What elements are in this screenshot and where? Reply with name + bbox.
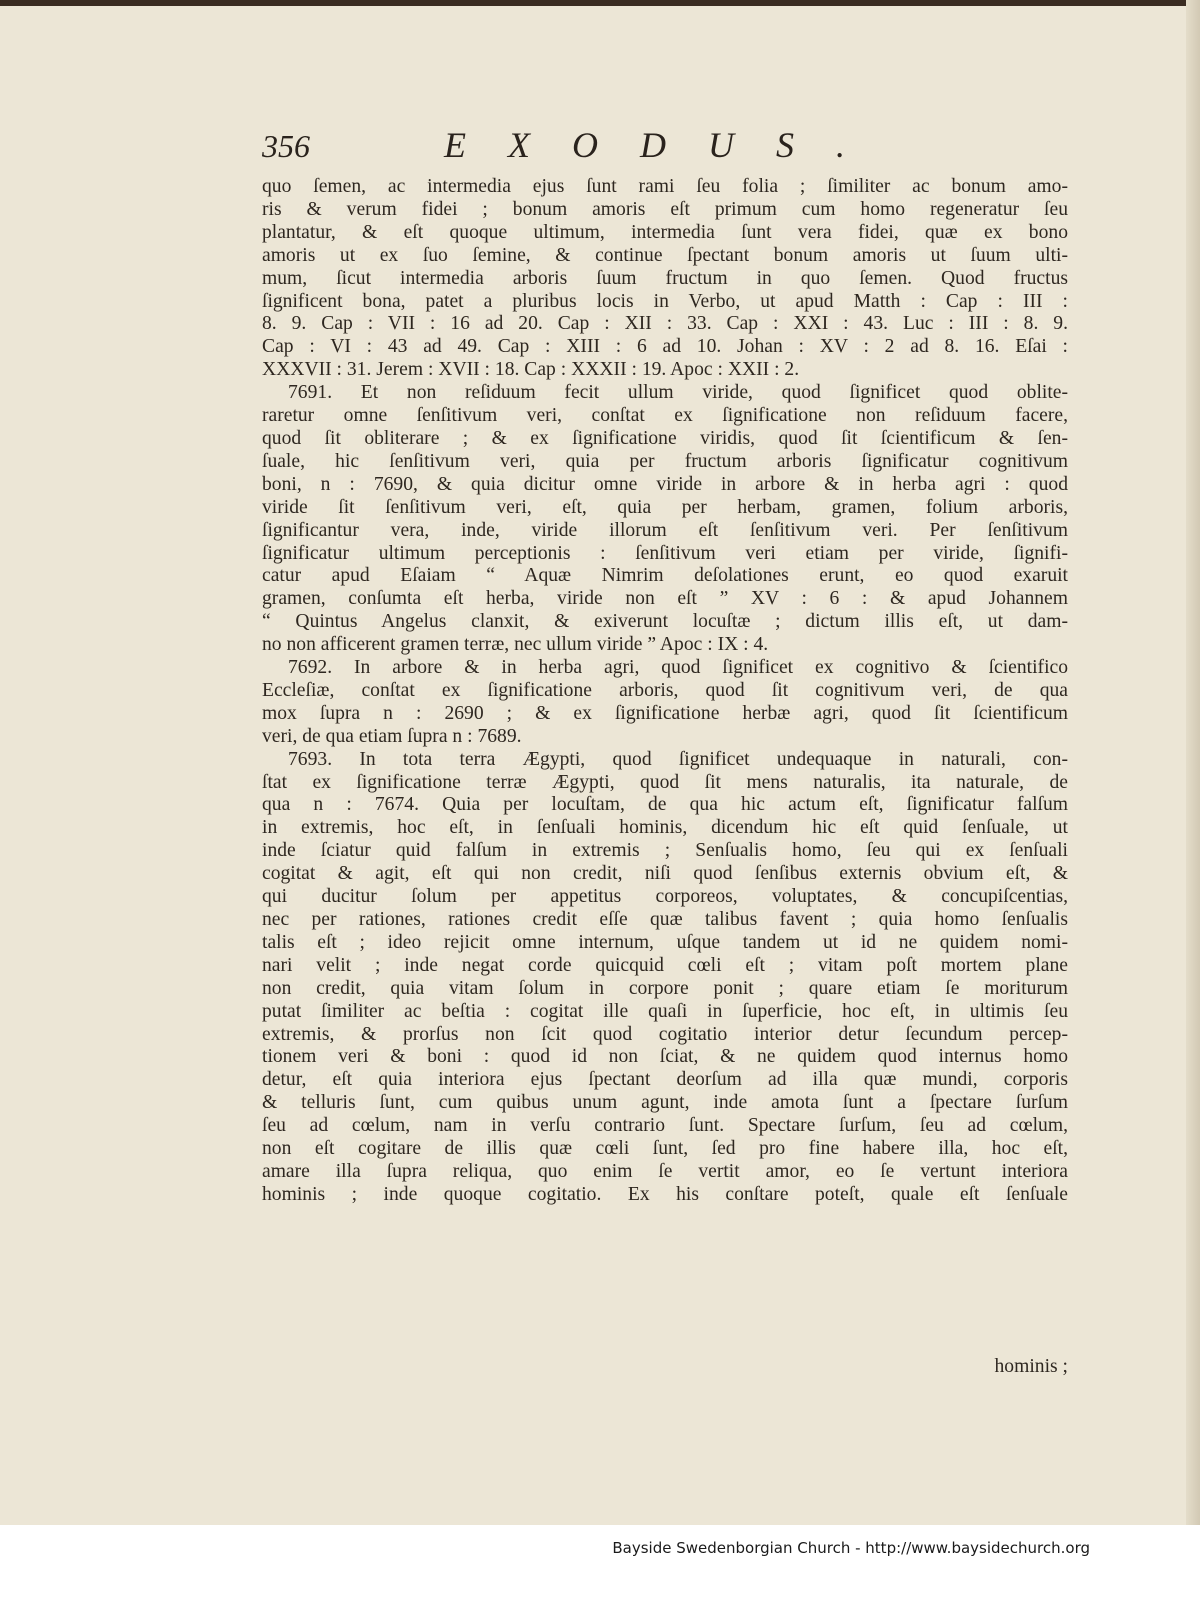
paragraph-7692-start: 7692. In arbore & in herba agri, quod ſignificet ex cognitivo & ſcientifico bbox=[288, 657, 1068, 679]
text-line: qua n : 7674. Quia per locuſtam, de qua hic actum eſt, ſignificatur falſum bbox=[262, 794, 1068, 816]
text-line: “ Quintus Angelus clanxit, & exiverunt locuſtæ ; dictum illis eſt, ut dam- bbox=[262, 611, 1068, 633]
body-text bbox=[262, 176, 1068, 1207]
text-line: nec per rationes, rationes credit eſſe quæ talibus favent ; quia homo ſenſualis bbox=[262, 909, 1068, 930]
page-top-edge bbox=[0, 0, 1200, 6]
text-line: Cap : VI : 43 ad 49. Cap : XIII : 6 ad 10. Johan : XV : 2 ad 8. 16. Eſai : bbox=[262, 336, 1068, 358]
text-line: ſtat ex ſignificatione terræ Ægypti, quod ſit mens naturalis, ita naturale, de bbox=[262, 771, 1068, 793]
text-line: ſignificantur vera, inde, viride illorum eſt ſenſitivum veri. Per ſenſitivum bbox=[262, 519, 1068, 541]
text-line: ſignificent bona, patet a pluribus locis in Verbo, ut apud Matth : Cap : III : bbox=[262, 290, 1068, 312]
text-line: amoris ut ex ſuo ſemine, & continue ſpectant bonum amoris ut ſuum ulti- bbox=[262, 244, 1068, 266]
text-line: non credit, quia vitam ſolum in corpore ponit ; quare etiam ſe moriturum bbox=[262, 977, 1068, 999]
catchword: hominis ; bbox=[994, 1356, 1068, 1377]
text-line: raretur omne ſenſitivum veri, conſtat ex ſignificatione non reſiduum facere, bbox=[262, 405, 1068, 427]
text-line: nari velit ; inde negat corde quicquid cœli eſt ; vitam poſt mortem plane bbox=[262, 954, 1068, 976]
text-line: ſuale, hic ſenſitivum veri, quia per fructum arboris ſignificatur cognitivum bbox=[262, 450, 1068, 472]
footer bbox=[0, 1525, 1200, 1601]
page-number: 356 bbox=[262, 128, 310, 164]
text-line: tionem veri & boni : quod id non ſciat, & ne quidem quod internus homo bbox=[262, 1046, 1068, 1068]
text-line: ris & verum fidei ; bonum amoris eſt primum cum homo regeneratur ſeu bbox=[262, 198, 1068, 220]
text-line: cogitat & agit, eſt qui non credit, niſi quod ſenſibus externis obvium eſt, & bbox=[262, 863, 1068, 885]
text-line: XXXVII : 31. Jerem : XVII : 18. Cap : XXXII : 19. Apoc : XXII : 2. bbox=[262, 359, 800, 381]
text-line: no non afficerent gramen terræ, nec ullum viride ” Apoc : IX : 4. bbox=[262, 634, 769, 656]
text-line: quod ſit obliterare ; & ex ſignificatione viridis, quod ſit ſcientificum & ſen- bbox=[262, 427, 1068, 449]
paragraph-7691-start: 7691. Et non reſiduum fecit ullum viride, quod ſignificet quod oblite- bbox=[288, 382, 1068, 404]
text-line: non eſt cogitare de illis quæ cœli ſunt, ſed pro fine habere illa, hoc eſt, bbox=[262, 1138, 1068, 1160]
text-line: qui ducitur ſolum per appetitus corporeos, voluptates, & concupiſcentias, bbox=[262, 886, 1068, 908]
text-line: mox ſupra n : 2690 ; & ex ſignificatione herbæ agri, quod ſit ſcientificum bbox=[262, 702, 1068, 724]
text-line: gramen, conſumta eſt herba, viride non eſt ” XV : 6 : & apud Johannem bbox=[262, 588, 1068, 610]
footer-credit: Bayside Swedenborgian Church - http://www.baysidechurch.org bbox=[612, 1539, 1090, 1557]
text-line: ſignificatur ultimum perceptionis : ſenſitivum veri etiam per viride, ſignifi- bbox=[262, 542, 1068, 564]
text-line: putat ſimiliter ac beſtia : cogitat ille quaſi in ſuperficie, hoc eſt, in ultimis ſeu bbox=[262, 1000, 1068, 1022]
text-line: mum, ſicut intermedia arboris ſuum fructum in quo ſemen. Quod fructus bbox=[262, 267, 1068, 289]
text-line: viride ſit ſenſitivum veri, eſt, quia per herbam, gramen, folium arboris, bbox=[262, 496, 1068, 518]
page-right-edge bbox=[1186, 0, 1200, 1601]
text-line: Eccleſiæ, conſtat ex ſignificatione arboris, quod ſit cognitivum veri, de qua bbox=[262, 679, 1068, 701]
text-line: inde ſciatur quid falſum in extremis ; Senſualis homo, ſeu qui ex ſenſuali bbox=[262, 840, 1068, 862]
text-line: ſeu ad cœlum, nam in verſu contrario ſunt. Spectare ſurſum, ſeu ad cœlum, bbox=[262, 1115, 1068, 1137]
text-line: hominis ; inde quoque cogitatio. Ex his conſtare poteſt, quale eſt ſenſuale bbox=[262, 1183, 1068, 1205]
text-line: talis eſt ; ideo rejicit omne internum, uſque tandem ut id ne quidem nomi- bbox=[262, 931, 1068, 953]
text-line: extremis, & prorſus non ſcit quod cogitatio interior detur ſecundum percep- bbox=[262, 1023, 1068, 1045]
text-line: quo ſemen, ac intermedia ejus ſunt rami ſeu folia ; ſimiliter ac bonum amo- bbox=[262, 176, 1068, 197]
text-line: plantatur, & eſt quoque ultimum, intermedia ſunt vera fidei, quæ ex bono bbox=[262, 221, 1068, 243]
text-line: & telluris ſunt, cum quibus unum agunt, inde amota ſunt a ſpectare ſurſum bbox=[262, 1092, 1068, 1114]
paragraph-7693-start: 7693. In tota terra Ægypti, quod ſignificet undequaque in naturali, con- bbox=[288, 748, 1068, 770]
text-line: amare illa ſupra reliqua, quo enim ſe vertit amor, eo ſe vertunt interiora bbox=[262, 1160, 1068, 1182]
text-line: veri, de qua etiam ſupra n : 7689. bbox=[262, 725, 522, 747]
text-line: in extremis, hoc eſt, in ſenſuali hominis, dicendum hic eſt quid ſenſuale, ut bbox=[262, 817, 1068, 839]
running-title: EXODUS. bbox=[444, 125, 887, 165]
text-line: detur, eſt quia interiora ejus ſpectant deorſum ad illa quæ mundi, corporis bbox=[262, 1069, 1068, 1091]
text-line: boni, n : 7690, & quia dicitur omne viride in arbore & in herba agri : quod bbox=[262, 473, 1068, 495]
text-line: catur apud Eſaiam “ Aquæ Nimrim deſolationes erunt, eo quod exaruit bbox=[262, 565, 1068, 587]
page-header bbox=[262, 124, 902, 172]
text-line: 8. 9. Cap : VII : 16 ad 20. Cap : XII : 33. Cap : XXI : 43. Luc : III : 8. 9. bbox=[262, 313, 1068, 335]
